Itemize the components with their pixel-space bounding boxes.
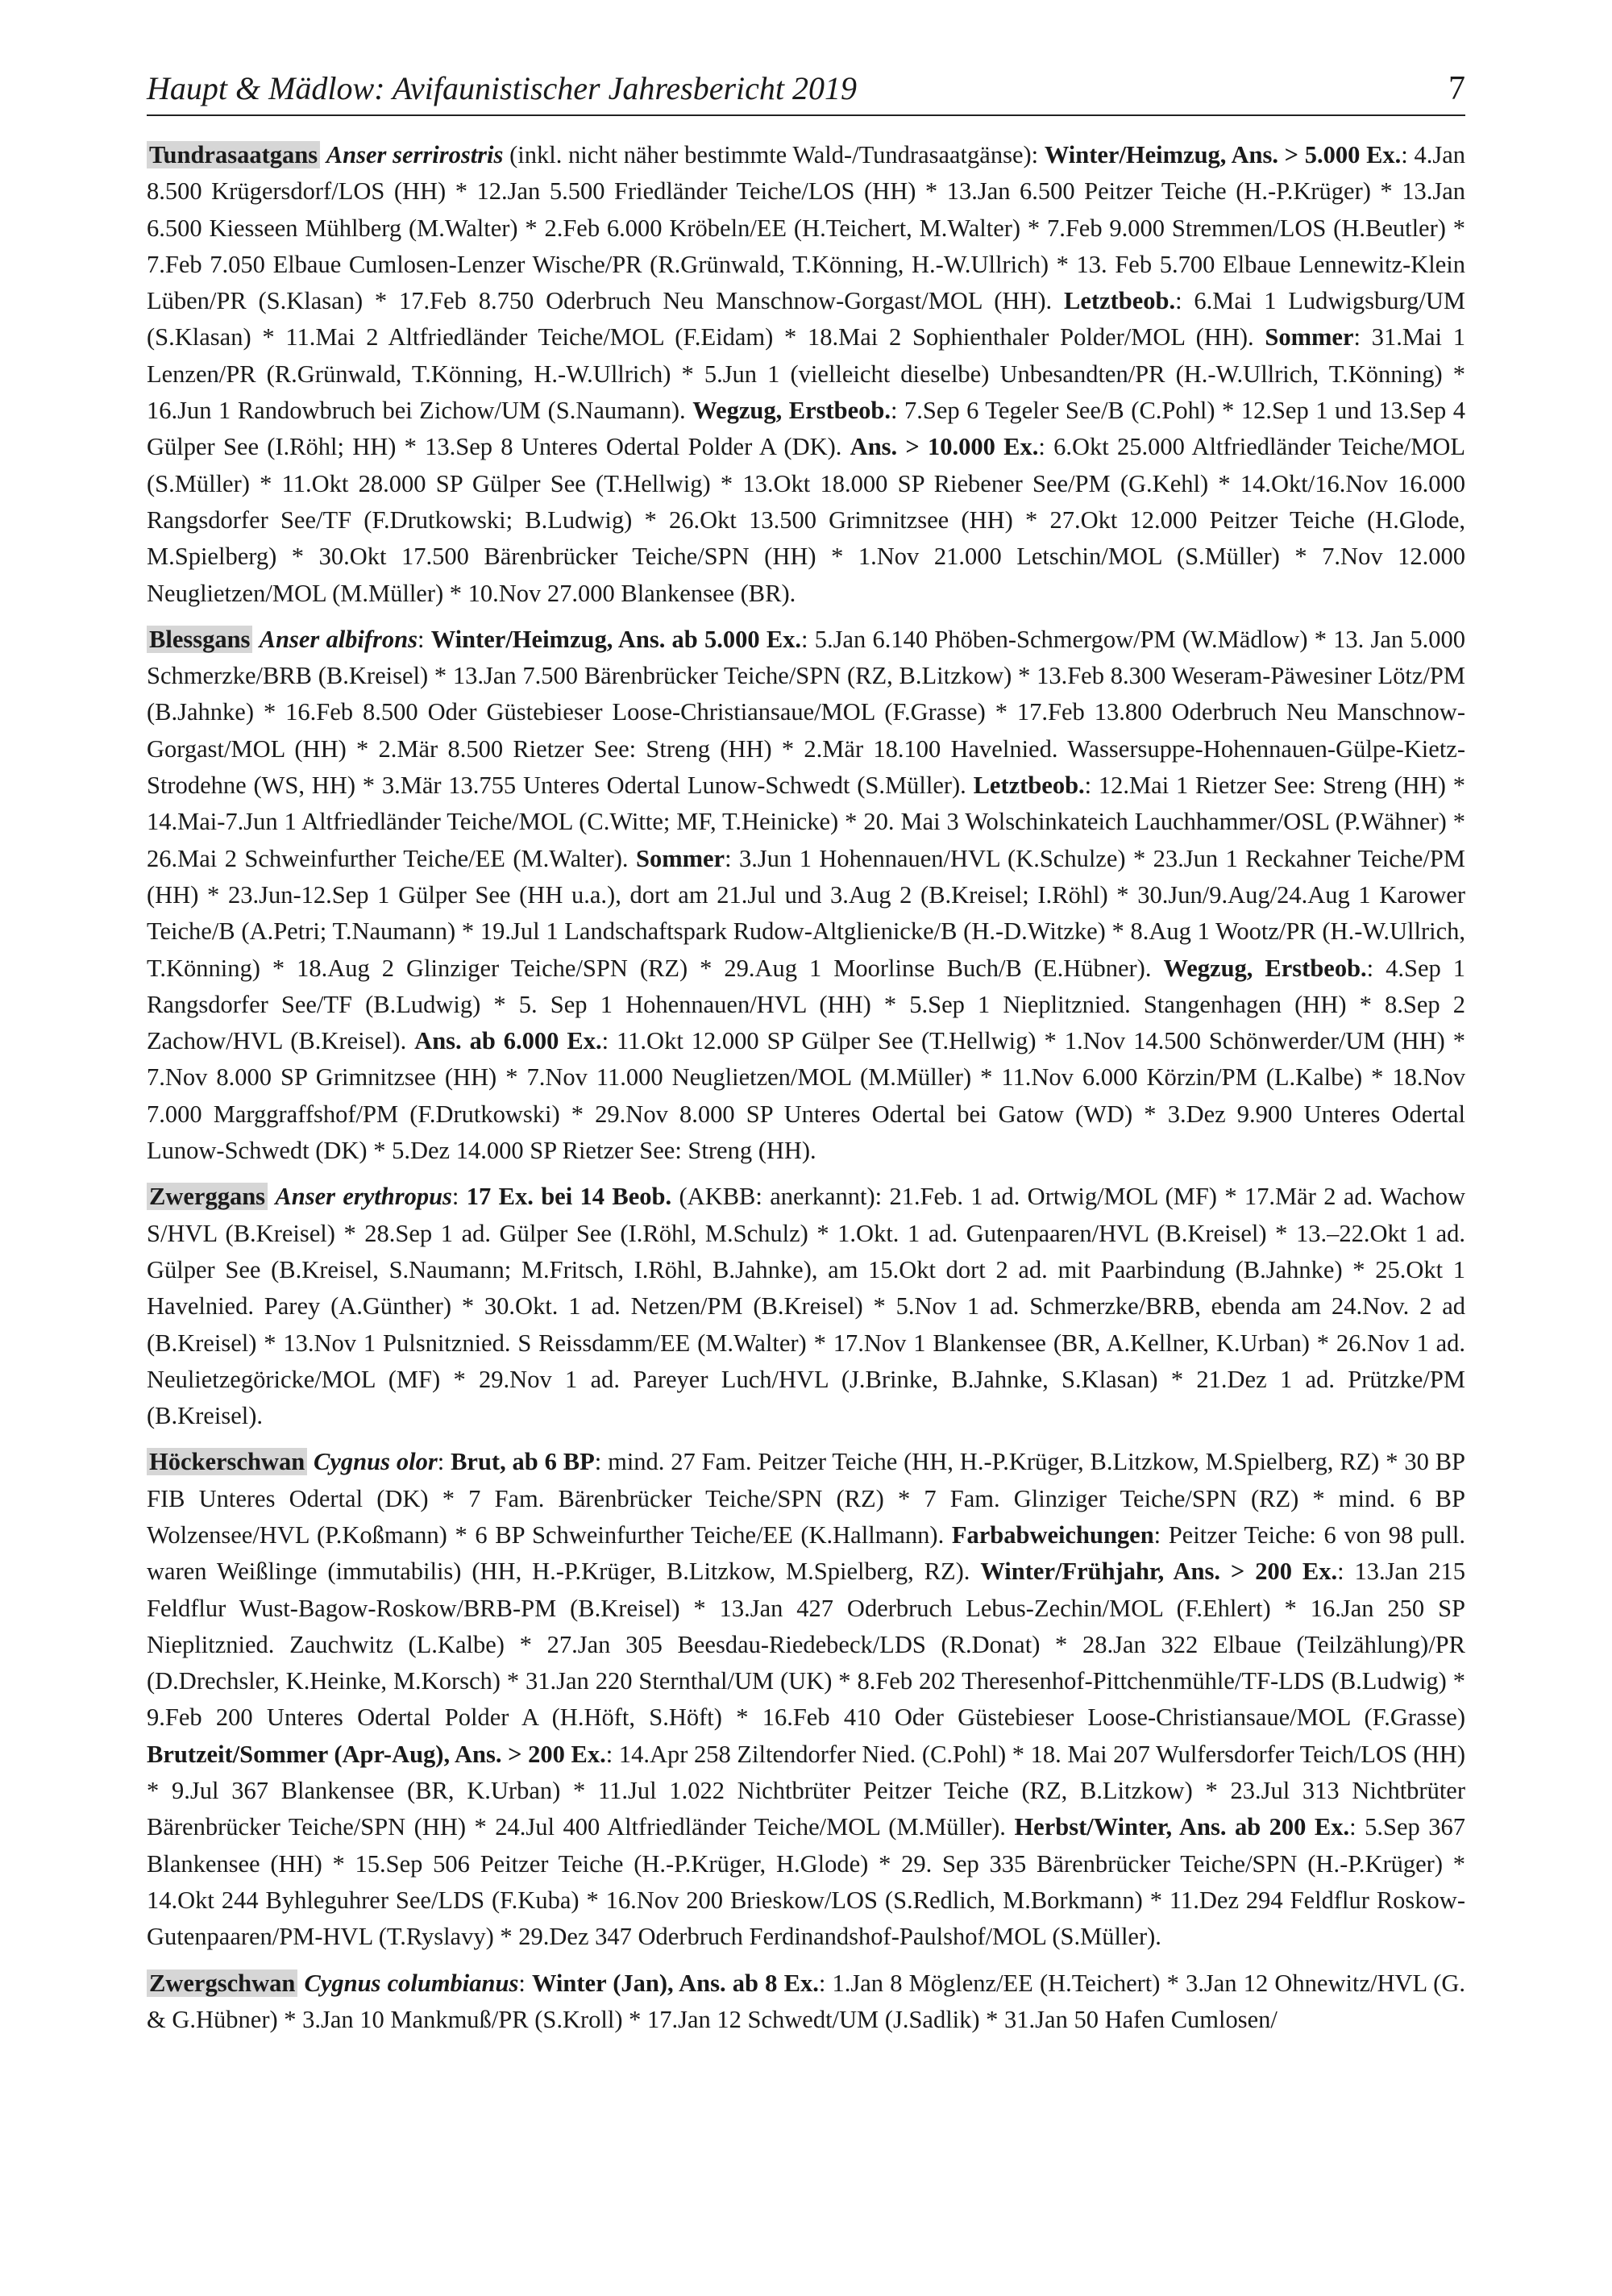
species-name: Tundrasaatgans xyxy=(147,141,320,168)
running-header xyxy=(147,66,1465,116)
section-heading: Winter/Heimzug, Ans. ab 5.000 Ex. xyxy=(430,625,802,653)
latin-name: Cygnus olor xyxy=(314,1448,438,1476)
section-heading: Letztbeob. xyxy=(973,772,1085,800)
section-heading: Winter/Frühjahr, Ans. > 200 Ex. xyxy=(980,1558,1338,1586)
species-entry-hoeckerschwan xyxy=(147,1444,1465,1955)
section-heading: Ans. > 10.000 Ex. xyxy=(850,433,1039,461)
species-entry-tundrasaatgans xyxy=(147,137,1465,612)
latin-name: Anser serrirostris xyxy=(326,141,504,168)
report-body xyxy=(147,137,1465,2048)
entry-text: : xyxy=(451,1183,467,1211)
entry-text: (inkl. nicht näher bestimmte Wald-/Tundrasaatgänse): xyxy=(503,141,1045,168)
entry-text: : 12.Mai 1 Rietzer See: Streng (HH) * 14.Mai-7.Jun 1 Altfriedländer Teiche/MOL (C.Witte; MF, T.Heinicke) * 20. Mai 3 Wolschinkateich Lauchhammer/OSL (P.Wähner) * 26.Mai 2 Schweinfurther Teiche/EE (M.Walter). xyxy=(147,772,1466,872)
latin-name: Anser erythropus xyxy=(275,1183,452,1211)
page-number: 7 xyxy=(1448,70,1465,107)
species-name: Zwergschwan xyxy=(147,1969,297,1997)
entry-text: : 5.Jan 6.140 Phöben-Schmergow/PM (W.Mädlow) * 13. Jan 5.000 Schmerzke/BRB (B.Kreisel) * 13.Jan 7.500 Bärenbrücker Teiche/SPN (RZ, B.Litzkow) * 13.Feb 8.300 Weseram-Päwesiner Lötz/PM (B.Jahnke) * 16.Feb 8.500 Oder Güstebieser Loose-Christiansaue/MOL (F.Grasse) * 17.Feb 13.800 Oderbruch Neu Manschnow-Gorgast/MOL (HH) * 2.Mär 8.500 Rietzer See: Streng (HH) * 2.Mär 18.100 Havelnied. Wassersuppe-Hohennauen-Gülpe-Kietz-Strodehne (WS, HH) * 3.Mär 13.755 Unteres Odertal Lunow-Schwedt (S.Müller). xyxy=(147,625,1465,800)
section-heading: Farbabweichungen xyxy=(951,1520,1154,1549)
entry-text: : 11.Okt 12.000 SP Gülper See (T.Hellwig) * 1.Nov 14.500 Schönwerder/UM (HH) * 7.Nov 8.000 SP Grimnitzsee (HH) * 7.Nov 11.000 Neuglietzen/MOL (M.Müller) * 11.Nov 6.000 Körzin/PM (L.Kalbe) * 18.Nov 7.000 Marggraffshof/PM (F.Drutkowski) * 29.Nov 8.000 SP Unteres Odertal bei Gatow (WD) * 3.Dez 9.900 Unteres Odertal Lunow-Schwedt (DK) * 5.Dez 14.000 SP Rietzer See: Streng (HH). xyxy=(147,1027,1466,1165)
section-heading: Wegzug, Erstbeob. xyxy=(692,397,891,425)
entry-text: : 4.Sep 1 Rangsdorfer See/TF (B.Ludwig) * 5. Sep 1 Hohennauen/HVL (HH) * 5.Sep 1 Nieplitznied. Stangenhagen (HH) * 8.Sep 2 Zachow/HVL (B.Kreisel). xyxy=(147,954,1465,1055)
entry-text: : 5.Sep 367 Blankensee (HH) * 15.Sep 506 Peitzer Teiche (H.-P.Krüger, H.Glode) * 29. Sep 335 Bärenbrücker Teiche/SPN (H.-P.Krüger) * 14.Okt 244 Byhleguhrer See/LDS (F.Kuba) * 16.Nov 200 Brieskow/LOS (S.Redlich, M.Borkmann) * 11.Dez 294 Feldflur Roskow-Gutenpaaren/PM-HVL (T.Ryslavy) * 29.Dez 347 Oderbruch Ferdinandshof-Paulshof/MOL (S.Müller). xyxy=(147,1813,1465,1951)
section-heading: Brutzeit/Sommer (Apr-Aug), Ans. > 200 Ex. xyxy=(147,1740,606,1768)
section-heading: Herbst/Winter, Ans. ab 200 Ex. xyxy=(1014,1813,1350,1841)
species-name: Höckerschwan xyxy=(147,1448,307,1475)
entry-text: : 13.Jan 215 Feldflur Wust-Bagow-Roskow/BRB-PM (B.Kreisel) * 13.Jan 427 Oderbruch Lebus-Zechin/MOL (F.Ehlert) * 16.Jan 250 SP Nieplitznied. Zauchwitz (L.Kalbe) * 27.Jan 305 Beesdau-Riedebeck/LDS (R.Donat) * 28.Jan 322 Elbaue (Teilzählung)/PR (D.Drechsler, K.Heinke, M.Korsch) * 31.Jan 220 Sternthal/UM (UK) * 8.Feb 202 Theresenhof-Pittchenmühle/TF-LDS (B.Ludwig) * 9.Feb 200 Unteres Odertal Polder A (H.Höft, S.Höft) * 16.Feb 410 Oder Güstebieser Loose-Christiansaue/MOL (F.Grasse) xyxy=(147,1558,1465,1732)
entry-text: : mind. 27 Fam. Peitzer Teiche (HH, H.-P.Krüger, B.Litzkow, M.Spielberg, RZ) * 30 BP FIB Unteres Odertal (DK) * 7 Fam. Bärenbrücker Teiche/SPN (RZ) * 7 Fam. Glinziger Teiche/SPN (RZ) * mind. 6 BP Wolzensee/HVL (P.Koßmann) * 6 BP Schweinfurther Teiche/EE (K.Hallmann). xyxy=(147,1448,1465,1549)
entry-text: : xyxy=(418,625,431,653)
entry-text: : xyxy=(437,1448,451,1476)
section-heading: Letztbeob. xyxy=(1064,287,1176,315)
species-entry-blessgans xyxy=(147,622,1465,1169)
entry-text: : 6.Mai 1 Ludwigsburg/UM (S.Klasan) * 11.Mai 2 Altfriedländer Teiche/MOL (F.Eidam) * 18.Mai 2 Sophienthaler Polder/MOL (HH). xyxy=(147,287,1465,351)
entry-text: : 31.Mai 1 Lenzen/PR (R.Grünwald, T.Könning, H.-W.Ullrich) * 5.Jun 1 (vielleicht dieselbe) Unbesandten/PR (H.-W.Ullrich, T.Könning) * 16.Jun 1 Randowbruch bei Zichow/UM (S.Naumann). xyxy=(147,323,1465,425)
latin-name: Cygnus columbianus xyxy=(304,1969,519,1997)
latin-name: Anser albifrons xyxy=(259,625,418,653)
species-entry-zwerggans xyxy=(147,1179,1465,1434)
section-heading: 17 Ex. bei 14 Beob. xyxy=(466,1183,672,1211)
section-heading: Ans. ab 6.000 Ex. xyxy=(414,1027,602,1055)
entry-text: (AKBB: anerkannt): 21.Feb. 1 ad. Ortwig/MOL (MF) * 17.Mär 2 ad. Wachow S/HVL (B.Kreisel) * 28.Sep 1 ad. Gülper See (I.Röhl, M.Schulz) * 1.Okt. 1 ad. Gutenpaaren/HVL (B.Kreisel) * 13.–22.Okt 1 ad. Gülper See (B.Kreisel, S.Naumann; M.Fritsch, I.Röhl, B.Jahnke), am 15.Okt dort 2 ad. mit Paarbindung (B.Jahnke) * 25.Okt 1 Havelnied. Parey (A.Günther) * 30.Okt. 1 ad. Netzen/PM (B.Kreisel) * 5.Nov 1 ad. Schmerzke/BRB, ebenda am 24.Nov. 2 ad (B.Kreisel) * 13.Nov 1 Pulsnitznied. S Reissdamm/EE (M.Walter) * 17.Nov 1 Blankensee (BR, A.Kellner, K.Urban) * 26.Nov 1 ad. Neulietzegöricke/MOL (MF) * 29.Nov 1 ad. Pareyer Luch/HVL (J.Brinke, B.Jahnke, S.Klasan) * 21.Dez 1 ad. Prützke/PM (B.Kreisel). xyxy=(147,1183,1465,1430)
entry-text: : 14.Apr 258 Ziltendorfer Nied. (C.Pohl) * 18. Mai 207 Wulfersdorfer Teich/LOS (HH) * 9.Jul 367 Blankensee (BR, K.Urban) * 11.Jul 1.022 Nichtbrüter Peitzer Teiche (RZ, B.Litzkow) * 23.Jul 313 Nichtbrüter Bärenbrücker Teiche/SPN (HH) * 24.Jul 400 Altfriedländer Teiche/MOL (M.Müller). xyxy=(147,1740,1465,1841)
species-name: Blessgans xyxy=(147,626,252,653)
section-heading: Winter/Heimzug, Ans. > 5.000 Ex. xyxy=(1044,141,1402,168)
section-heading: Sommer xyxy=(635,844,725,872)
entry-text: : 4.Jan 8.500 Krügersdorf/LOS (HH) * 12.Jan 5.500 Friedländer Teiche/LOS (HH) * 13.Jan 6.500 Peitzer Teiche (H.-P.Krüger) * 13.Jan 6.500 Kiesseen Mühlberg (M.Walter) * 2.Feb 6.000 Kröbeln/EE (H.Teichert, M.Walter) * 7.Feb 9.000 Stremmen/LOS (H.Beutler) * 7.Feb 7.050 Elbaue Cumlosen-Lenzer Wische/PR (R.Grünwald, T.Könning, H.-W.Ullrich) * 13. Feb 5.700 Elbaue Lennewitz-Klein Lüben/PR (S.Klasan) * 17.Feb 8.750 Oderbruch Neu Manschnow-Gorgast/MOL (HH). xyxy=(147,141,1465,315)
section-heading: Wegzug, Erstbeob. xyxy=(1163,954,1367,982)
species-name: Zwerggans xyxy=(147,1183,268,1210)
section-heading: Winter (Jan), Ans. ab 8 Ex. xyxy=(531,1969,819,1997)
section-heading: Sommer xyxy=(1265,323,1354,351)
entry-text: : 7.Sep 6 Tegeler See/B (C.Pohl) * 12.Sep 1 und 13.Sep 4 Gülper See (I.Röhl; HH) * 13.Sep 8 Unteres Odertal Polder A (DK). xyxy=(147,397,1465,461)
entry-text: : 3.Jun 1 Hohennauen/HVL (K.Schulze) * 23.Jun 1 Reckahner Teiche/PM (HH) * 23.Jun-12.Sep 1 Gülper See (HH u.a.), dort am 21.Jul und 3.Aug 2 (B.Kreisel; I.Röhl) * 30.Jun/9.Aug/24.Aug 1 Karower Teiche/B (A.Petri; T.Naumann) * 19.Jul 1 Landschaftspark Rudow-Altglienicke/B (H.-D.Witzke) * 8.Aug 1 Wootz/PR (H.-W.Ullrich, T.Könning) * 18.Aug 2 Glinziger Teiche/SPN (RZ) * 29.Aug 1 Moorlinse Buch/B (E.Hübner). xyxy=(147,844,1465,982)
entry-text: : 1.Jan 8 Möglenz/EE (H.Teichert) * 3.Jan 12 Ohnewitz/HVL (G. & G.Hübner) * 3.Jan 10 Mankmuß/PR (S.Kroll) * 17.Jan 12 Schwedt/UM (J.Sadlik) * 31.Jan 50 Hafen Cumlosen/ xyxy=(147,1969,1465,2033)
entry-text: : Peitzer Teiche: 6 von 98 pull. waren Weißlinge (immutabilis) (HH, H.-P.Krüger, B.Litzkow, M.Spielberg, RZ). xyxy=(147,1520,1465,1586)
entry-text: : xyxy=(518,1969,532,1997)
section-heading: Brut, ab 6 BP xyxy=(451,1448,595,1476)
species-entry-zwergschwan xyxy=(147,1965,1465,2039)
header-title: Haupt & Mädlow: Avifaunistischer Jahresbericht 2019 xyxy=(147,70,858,106)
entry-text: : 6.Okt 25.000 Altfriedländer Teiche/MOL (S.Müller) * 11.Okt 28.000 SP Gülper See (T.Hellwig) * 13.Okt 18.000 SP Riebener See/PM (G.Kehl) * 14.Okt/16.Nov 16.000 Rangsdorfer See/TF (F.Drutkowski; B.Ludwig) * 26.Okt 13.500 Grimnitzsee (HH) * 27.Okt 12.000 Peitzer Teiche (H.Glode, M.Spielberg) * 30.Okt 17.500 Bärenbrücker Teiche/SPN (HH) * 1.Nov 21.000 Letschin/MOL (S.Müller) * 7.Nov 12.000 Neuglietzen/MOL (M.Müller) * 10.Nov 27.000 Blankensee (BR). xyxy=(147,433,1465,607)
